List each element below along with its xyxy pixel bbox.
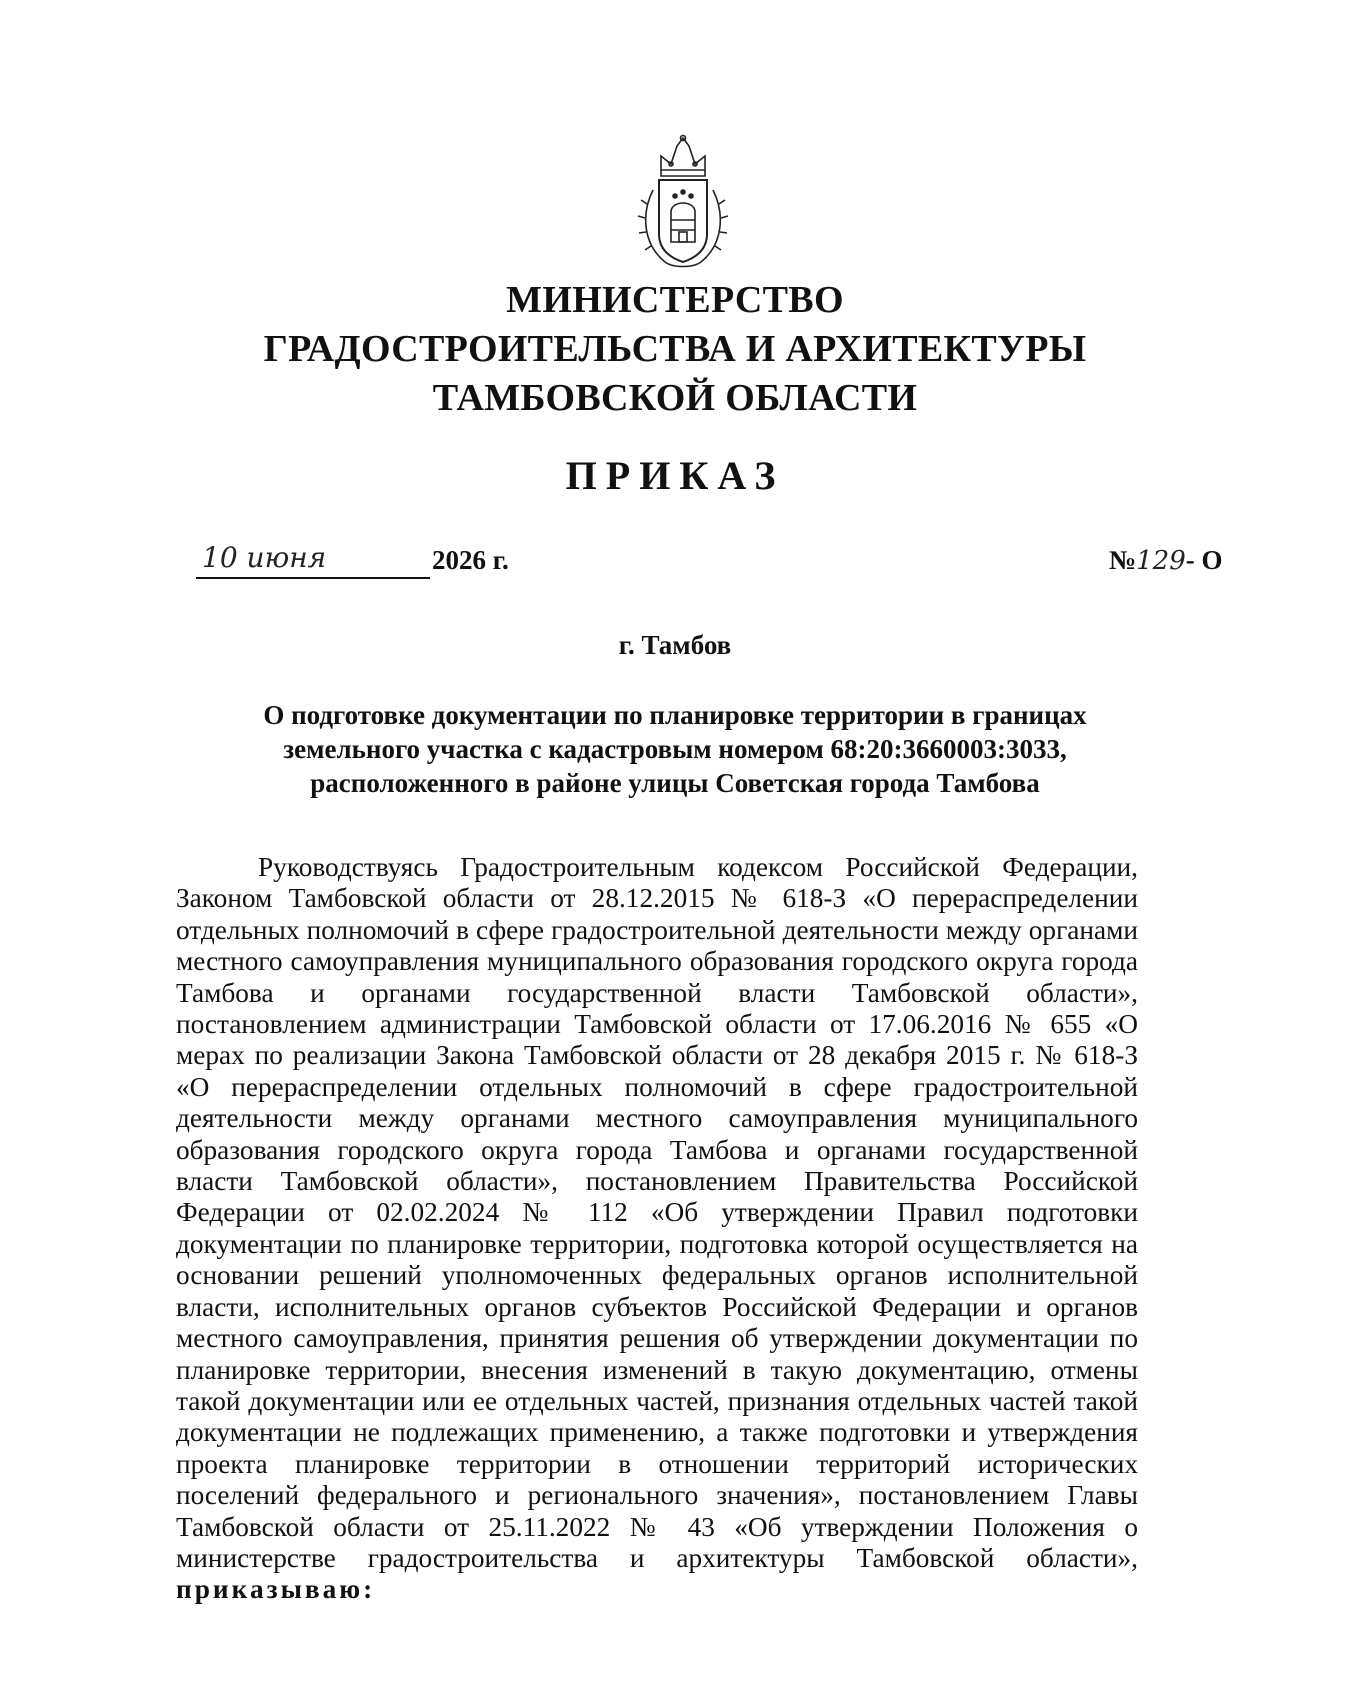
document-title: [0, 698, 1350, 800]
title-line-1: О подготовке документации по планировке территории в границах: [263, 700, 1087, 730]
ministry-line-1: МИНИСТЕРСТВО: [506, 279, 844, 321]
date-year: 2026 г.: [432, 545, 509, 575]
body-paragraph: [176, 852, 1138, 1606]
number-prefix: №: [1109, 545, 1137, 575]
ministry-line-2: ГРАДОСТРОИТЕЛЬСТВА И АРХИТЕКТУРЫ: [263, 328, 1087, 370]
body-text: Руководствуясь Градостроительным кодексом Российской Федерации, Законом Тамбовской области от 28.12.2015 № 618-З «О перераспределении отдельных полномочий в сфере градостроительной деятельности между органами местного самоуправления муниципального образования городского округа города Тамбова и органами государственной власти Тамбовской области», постановлением администрации Тамбовской области от 17.06.2016 № 655 «О мерах по реализации Закона Тамбовской области от 28 декабря 2015 г. № 618-З «О перераспределении отдельных полномочий в сфере градостроительной деятельности между органами местного самоуправления муниципального образования городского округа города Тамбова и органами государственной власти Тамбовской области», постановлением Правительства Российской Федерации от 02.02.2024 № 112 «Об утверждении Правил подготовки документации по планировке территории, подготовка которой осуществляется на основании решений уполномоченных федеральных органов исполнительной власти, исполнительных органов субъектов Российской Федерации и органов местного самоуправления, принятия решения об утверждении документации по планировке территории, внесения изменений в такую документацию, отмены такой документации или ее отдельных частей, признания отдельных частей такой документации не подлежащих применению, а также подготовки и утверждения проекта планировке территории в отношении территорий исторических поселений федерального и регионального значения», постановлением Главы Тамбовской области от 25.11.2022 № 43 «Об утверждении Положения о министерстве градостроительства и архитектуры Тамбовской области»,: [176, 852, 1138, 1573]
ministry-name: [0, 276, 1350, 423]
ministry-line-3: ТАМБОВСКОЙ ОБЛАСТИ: [432, 377, 918, 419]
document-type: ПРИКАЗ: [565, 453, 785, 498]
date-number-line: [196, 541, 1223, 585]
closing-word: приказываю:: [176, 1574, 376, 1605]
document-number: [1109, 545, 1223, 576]
coat-of-arms-icon: [631, 134, 735, 274]
number-suffix: - О: [1185, 545, 1223, 575]
title-line-2: земельного участка с кадастровым номером 68:20:3660003:3033,: [283, 734, 1067, 764]
city: г. Тамбов: [618, 630, 732, 660]
handwritten-number: 129: [1136, 546, 1186, 576]
title-line-3: расположенного в районе улицы Советская города Тамбова: [310, 768, 1040, 798]
handwritten-date: 10 июня: [196, 539, 430, 579]
